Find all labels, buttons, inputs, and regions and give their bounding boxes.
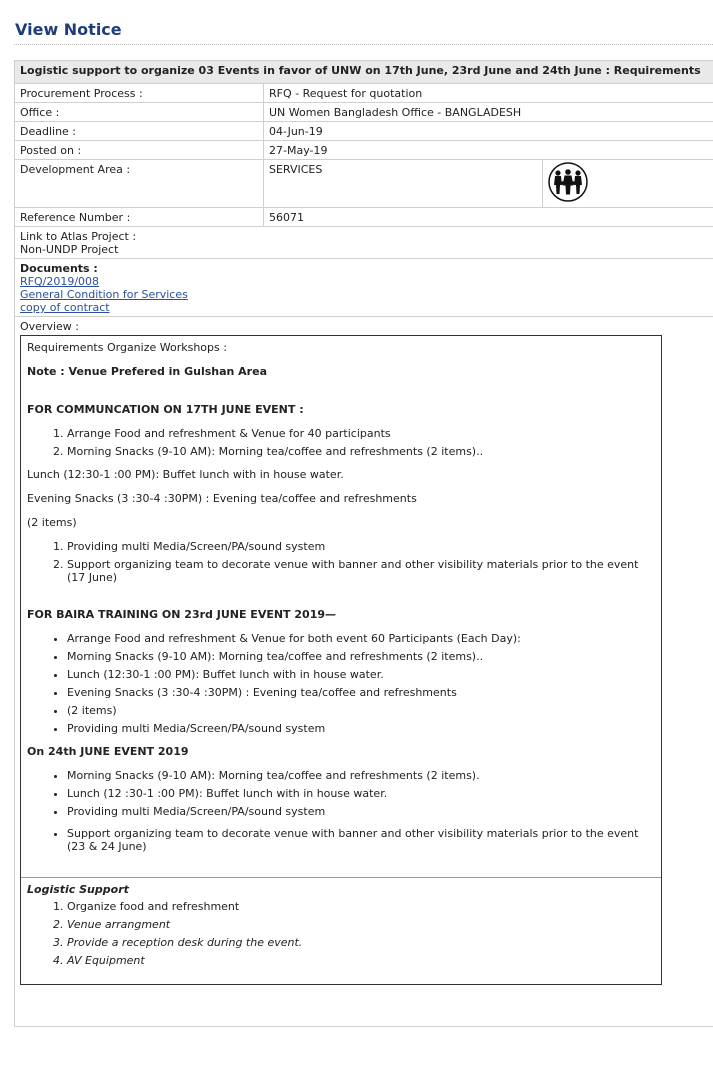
posted-on-label: Posted on : [15, 141, 264, 160]
section3-list [27, 769, 655, 853]
development-area-value: SERVICES [264, 160, 543, 208]
development-area-label: Development Area : [15, 160, 264, 208]
title-divider [14, 44, 713, 45]
section1-title: FOR COMMUNCATION ON 17TH JUNE EVENT : [27, 403, 304, 416]
reference-number-label: Reference Number : [15, 208, 264, 227]
overview-label: Overview : [20, 320, 79, 333]
requirements-intro: Requirements Organize Workshops : [27, 341, 227, 354]
doc-link-general-condition[interactable]: General Condition for Services [20, 288, 188, 301]
list-item: 4. AV Equipment [67, 954, 655, 967]
atlas-value: Non-UNDP Project [20, 243, 119, 256]
list-item: 2. Support organizing team to decorate venue with banner and other visibility materials prior to the event (17 June) [67, 558, 655, 584]
deadline-label: Deadline : [15, 122, 264, 141]
section1-two-items: (2 items) [27, 516, 77, 529]
documents-label: Documents : [20, 262, 98, 275]
office-label: Office : [15, 103, 264, 122]
section1-list2 [27, 540, 655, 584]
list-item: • (2 items) [67, 704, 655, 717]
list-item: 3. Provide a reception desk during the event. [67, 936, 655, 949]
logistic-support-list [27, 900, 655, 967]
reference-number-row [15, 208, 713, 227]
list-item: • Support organizing team to decorate venue with banner and other visibility materials prior to the event (23 & 24 June) [67, 827, 655, 853]
list-item: 2. Venue arrangment [67, 918, 655, 931]
atlas-label: Link to Atlas Project : [20, 230, 137, 243]
list-item: 1. Organize food and refreshment [67, 900, 655, 913]
list-item: 1. Arrange Food and refreshment & Venue for 40 participants [67, 427, 655, 440]
reference-number-value: 56071 [264, 208, 713, 227]
logistic-support-section [21, 877, 661, 984]
procurement-process-value: RFQ - Request for quotation [264, 84, 713, 103]
notice-heading: Logistic support to organize 03 Events in favor of UNW on 17th June, 23rd June and 24th June : Requirements [15, 61, 713, 84]
doc-link-rfq[interactable]: RFQ/2019/008 [20, 275, 100, 288]
documents-row [15, 259, 713, 317]
atlas-row [15, 227, 713, 259]
posted-on-value: 27-May-19 [264, 141, 713, 160]
list-item: • Providing multi Media/Screen/PA/sound system [67, 722, 655, 735]
office-value: UN Women Bangladesh Office - BANGLADESH [264, 103, 713, 122]
posted-on-row [15, 141, 713, 160]
list-item: • Lunch (12 :30-1 :00 PM): Buffet lunch with in house water. [67, 787, 655, 800]
section1-list1 [27, 427, 655, 458]
list-item: • Morning Snacks (9-10 AM): Morning tea/coffee and refreshments (2 items).. [67, 650, 655, 663]
list-item: 1. Providing multi Media/Screen/PA/sound system [67, 540, 655, 553]
list-item: • Evening Snacks (3 :30-4 :30PM) : Evening tea/coffee and refreshments [67, 686, 655, 699]
list-item: • Morning Snacks (9-10 AM): Morning tea/coffee and refreshments (2 items). [67, 769, 655, 782]
procurement-process-row [15, 84, 713, 103]
notice-heading-row [15, 61, 713, 84]
procurement-process-label: Procurement Process : [15, 84, 264, 103]
list-item: • Arrange Food and refreshment & Venue for both event 60 Participants (Each Day): [67, 632, 655, 645]
list-item: • Lunch (12:30-1 :00 PM): Buffet lunch with in house water. [67, 668, 655, 681]
office-row [15, 103, 713, 122]
people-icon [547, 192, 589, 205]
notice-panel [14, 60, 713, 1027]
deadline-value: 04-Jun-19 [264, 122, 713, 141]
notice-table [15, 60, 713, 987]
section3-title: On 24th JUNE EVENT 2019 [27, 745, 189, 758]
overview-box [20, 335, 662, 985]
overview-row [15, 317, 713, 988]
section1-evening: Evening Snacks (3 :30-4 :30PM) : Evening tea/coffee and refreshments [27, 492, 417, 505]
list-item: • Providing multi Media/Screen/PA/sound system [67, 805, 655, 818]
doc-link-contract[interactable]: copy of contract [20, 301, 110, 314]
logistic-support-title: Logistic Support [27, 883, 129, 896]
deadline-row [15, 122, 713, 141]
list-item: 2. Morning Snacks (9-10 AM): Morning tea/coffee and refreshments (2 items).. [67, 445, 655, 458]
section2-title: FOR BAIRA TRAINING ON 23rd JUNE EVENT 2019— [27, 608, 337, 621]
venue-note: Note : Venue Prefered in Gulshan Area [27, 365, 267, 378]
section1-lunch: Lunch (12:30-1 :00 PM): Buffet lunch with in house water. [27, 468, 344, 481]
page-title: View Notice [15, 20, 122, 39]
development-area-row [15, 160, 713, 208]
section2-list [27, 632, 655, 735]
